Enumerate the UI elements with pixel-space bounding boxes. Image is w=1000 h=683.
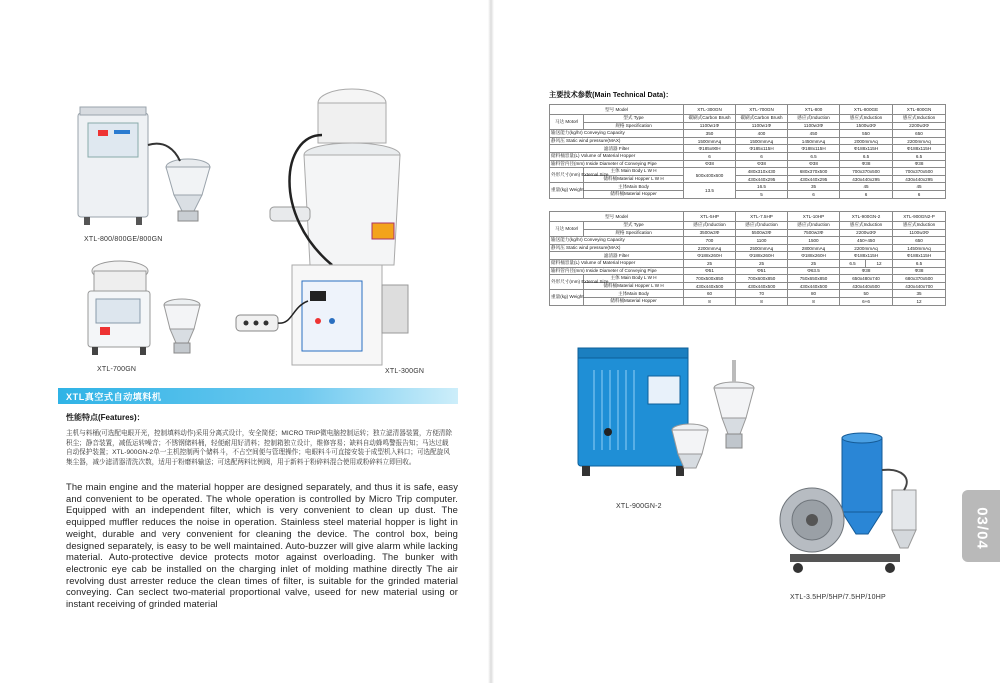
table-cell: 480x310x430 bbox=[736, 168, 788, 176]
table-cell: Φ188x115H bbox=[893, 145, 946, 153]
table-cell: 16.5 bbox=[736, 183, 788, 191]
table-cell: 680x370x500 bbox=[893, 275, 946, 283]
table-cell: 6 bbox=[684, 152, 736, 160]
table-cell: 6 bbox=[788, 190, 840, 198]
table-cell: 7500w3Φ bbox=[788, 229, 840, 237]
table-row bbox=[550, 168, 946, 176]
table-cell: 2200mmAq bbox=[684, 244, 736, 252]
xtl-700-illustration bbox=[76, 253, 211, 365]
weight-label: 重量(kg) Weight bbox=[550, 183, 584, 198]
table-cell: 8 bbox=[788, 297, 840, 305]
model-cell: XTL-800GE bbox=[840, 105, 893, 115]
table-cell: 45 bbox=[840, 183, 893, 191]
caption-xtl-300: XTL-300GN bbox=[385, 368, 425, 375]
table-cell: 430x440x295 bbox=[893, 175, 946, 183]
size-label: 外形尺寸(mm) External Size bbox=[550, 168, 584, 183]
technical-data-title: 主要技术参数(Main Technical Data)： bbox=[549, 90, 673, 99]
xtl-hp-illustration bbox=[772, 430, 952, 590]
table-cell: 3500w3Φ bbox=[684, 229, 736, 237]
model-cell: XTL-700GN bbox=[736, 105, 788, 115]
row-label: 型式 Type bbox=[584, 115, 684, 123]
table-cell: 感应式Induction bbox=[684, 222, 736, 230]
table-cell: 70 bbox=[736, 290, 788, 298]
table-row bbox=[550, 222, 946, 230]
model-label: 型号 Model bbox=[550, 105, 684, 115]
table-row bbox=[550, 115, 946, 123]
table-cell: 430x440x700 bbox=[893, 282, 946, 290]
table-row bbox=[550, 259, 946, 267]
table-cell: 2500mmAq bbox=[736, 244, 788, 252]
table-cell: 感应式Induction bbox=[788, 222, 840, 230]
row-label: 储料桶容量(L) Volume of Material Hopper bbox=[550, 152, 684, 160]
table-cell: 80 bbox=[788, 290, 840, 298]
table-row bbox=[550, 122, 946, 130]
table-cell: 680x370x500 bbox=[788, 168, 840, 176]
table-cell: 感应式Induction bbox=[736, 222, 788, 230]
table-cell: 400 bbox=[736, 130, 788, 138]
row-label: 储料桶Material Hopper bbox=[584, 297, 684, 305]
row-label: 滤清器 Filter bbox=[550, 252, 684, 260]
caption-xtl-800: XTL-800/800GE/800GN bbox=[84, 236, 163, 243]
features-title: 性能特点(Features)： bbox=[66, 413, 145, 422]
model-cell: XTL-10HP bbox=[788, 212, 840, 222]
table-row bbox=[550, 145, 946, 153]
row-label: 储料桶Material Hopper L W H bbox=[584, 282, 684, 290]
table-row bbox=[550, 152, 946, 160]
table-cell: Φ188x115H bbox=[840, 145, 893, 153]
model-cell: XTL-5HP bbox=[684, 212, 736, 222]
model-cell: XTL-800GN bbox=[893, 105, 946, 115]
row-label: 储料桶容量(L) Volume of Material Hopper bbox=[550, 259, 684, 267]
table-cell: 12 bbox=[866, 259, 893, 267]
table-row bbox=[550, 229, 946, 237]
model-cell: XTL-900GN2-P bbox=[893, 212, 946, 222]
table-cell: 碳刷式Carbon Brush bbox=[736, 115, 788, 123]
row-label: 静风压 Static wind pressure(MAX) bbox=[550, 137, 684, 145]
table-cell: 700 bbox=[684, 237, 736, 245]
table-cell: 2800mmAq bbox=[788, 244, 840, 252]
table-cell: 感应式Induction bbox=[788, 115, 840, 123]
row-label: 储料桶Material Hopper bbox=[584, 190, 684, 198]
row-label: 规格 Specification bbox=[584, 229, 684, 237]
xtl-900gn-2-illustration bbox=[572, 340, 772, 500]
table-cell: 500x400x600 bbox=[684, 168, 736, 183]
caption-xtl-700: XTL-700GN bbox=[97, 366, 137, 373]
row-label: 型式 Type bbox=[584, 222, 684, 230]
table-cell: 700x500x850 bbox=[684, 275, 736, 283]
table-cell: 5 bbox=[736, 190, 788, 198]
table-cell: 6 bbox=[736, 152, 788, 160]
table-cell: 6.5 bbox=[893, 259, 946, 267]
table-cell: 12 bbox=[893, 297, 946, 305]
table-cell: 450 bbox=[788, 130, 840, 138]
table-cell: 430x440x500 bbox=[840, 282, 893, 290]
table-cell: 1450mmAq bbox=[788, 137, 840, 145]
table-row bbox=[550, 267, 946, 275]
table-cell: Φ188x260H bbox=[736, 252, 788, 260]
table-cell: Φ38 bbox=[840, 267, 893, 275]
caption-xtl-hp: XTL-3.5HP/5HP/7.5HP/10HP bbox=[790, 594, 886, 601]
page-number: 03/04 bbox=[973, 507, 991, 550]
table-row bbox=[550, 237, 946, 245]
table-cell: 碳刷式Carbon Brush bbox=[684, 115, 736, 123]
row-label: 规格 Specification bbox=[584, 122, 684, 130]
table-row bbox=[550, 160, 946, 168]
row-label: 输送能力(kg/hr) Conveying Capacity bbox=[550, 237, 684, 245]
row-label: 主体 Main Body L W H bbox=[584, 275, 684, 283]
table-cell: 6 bbox=[893, 190, 946, 198]
model-cell: XTL-300GN bbox=[684, 105, 736, 115]
table-cell: 35 bbox=[788, 183, 840, 191]
table-cell: 45 bbox=[893, 183, 946, 191]
table-row bbox=[550, 105, 946, 115]
table-cell: Φ38 bbox=[893, 160, 946, 168]
table-cell: 550 bbox=[840, 130, 893, 138]
table-cell: 1500mmAq bbox=[684, 137, 736, 145]
table-cell: 2200mmAq bbox=[893, 137, 946, 145]
table-cell: Φ38 bbox=[788, 160, 840, 168]
table-cell: Φ63.5 bbox=[788, 267, 840, 275]
features-chinese-text: 主机与料桶(可选配电眼开光，控制填料动作)采用分离式设计，安全简便；MICRO TRIP微电脑控制运转；独立滤清器装置，方便清除积尘；静音装置，减低运转噪音；不锈钢储料桶，轻便耐用好清料；控制箱独立设计，维修容易；缺料自动蜂鸣警报告知；马达过载自动保护装置；XTL-900GN-2单一主机控制两个储料斗，不占空间便与管理操作；电眼料斗可直接安装于成型机入料口；可选配旋风集尘器，减少滤清器清洗次数，适用于粉磨料输送；可选配两料比例阀，用于新料于粉碎料混合使用或粉碎料立即回收。 bbox=[66, 430, 452, 466]
table-cell: Φ188x115H bbox=[893, 252, 946, 260]
table-cell: Φ38 bbox=[736, 160, 788, 168]
row-label: 主体 Main Body L W H bbox=[584, 168, 684, 176]
table-cell: 35 bbox=[893, 290, 946, 298]
table-cell: 1100w3Φ bbox=[893, 229, 946, 237]
section-banner bbox=[58, 388, 458, 404]
page-gutter bbox=[488, 0, 494, 683]
table-row bbox=[550, 290, 946, 298]
table-row bbox=[550, 137, 946, 145]
table-cell: Φ188x115H bbox=[788, 145, 840, 153]
table-cell: 6.5 bbox=[788, 152, 840, 160]
table-cell: 430x440x500 bbox=[788, 282, 840, 290]
table-cell: Φ185x115H bbox=[736, 145, 788, 153]
row-label: 输料管内径(mm) Inside Diameter of Conveying Pipe bbox=[550, 160, 684, 168]
row-label: 滤清器 Filter bbox=[550, 145, 684, 153]
table-cell: Φ188x260H bbox=[788, 252, 840, 260]
motor-label: 马达 Motorl bbox=[550, 115, 584, 130]
table-row bbox=[550, 190, 946, 198]
table-cell: Φ51 bbox=[684, 267, 736, 275]
table-cell: 感应式Induction bbox=[893, 222, 946, 230]
table-cell: Φ38 bbox=[684, 160, 736, 168]
size-label: 外形尺寸(mm) External Size bbox=[550, 275, 584, 290]
model-label: 型号 Model bbox=[550, 212, 684, 222]
table-cell: 650 bbox=[893, 130, 946, 138]
table-cell: 1100w1Φ bbox=[684, 122, 736, 130]
table-cell: Φ38 bbox=[893, 267, 946, 275]
table-cell: 25 bbox=[684, 259, 736, 267]
table-cell: 感应式Induction bbox=[893, 115, 946, 123]
table-cell: 50 bbox=[840, 290, 893, 298]
technical-table-1 bbox=[549, 104, 946, 199]
table-cell: 1450mmAq bbox=[893, 244, 946, 252]
table-cell: 60 bbox=[684, 290, 736, 298]
table-cell: 700x370x500 bbox=[840, 168, 893, 176]
table-cell: 430x440x295 bbox=[788, 175, 840, 183]
table-cell: 6+6 bbox=[840, 297, 893, 305]
features-english-text: The main engine and the material hopper are designed separately, and thus it is safe, easy and convenient to be operated. The whole operation is controlled by Micro Trip computer. Equipped with an independent filter, which is very convenient to clean up dust. The equipped muffler reduces the noise in operation. Stainless steel material hopper is light in weight, durable and very convenient for cleaning the device. The control box, being designed separately, is easy to be well maintained. Auto-buzzer will give alarm while lacking material. Auto-protective device protects motor against overloading. The bunker with electronic eye cab be installed on the charging inlet of molding mathine directly The air revolving dust arrester reduce the clean times of filter, is suitable for the grinded material conveying. Can seclect two-material proportional valve, useed for new material using or instant receiving of grinded material bbox=[66, 481, 458, 610]
table-row bbox=[550, 175, 946, 183]
table-cell: 2200mmAq bbox=[840, 244, 893, 252]
table-cell: 25 bbox=[736, 259, 788, 267]
table-row bbox=[550, 183, 946, 191]
table-cell: 1100w3Φ bbox=[788, 122, 840, 130]
table-cell: 5500w3Φ bbox=[736, 229, 788, 237]
xtl-300-illustration bbox=[222, 85, 432, 375]
table-cell: 6 bbox=[840, 190, 893, 198]
table-cell: 6.5 bbox=[840, 259, 866, 267]
table-cell: 2000mmAq bbox=[840, 137, 893, 145]
table-cell: 650 bbox=[893, 237, 946, 245]
table-cell: 8 bbox=[684, 297, 736, 305]
table-row bbox=[550, 212, 946, 222]
table-cell: 700x370x500 bbox=[893, 168, 946, 176]
table-cell: 430x440x295 bbox=[840, 175, 893, 183]
table-cell: 1500w3Φ bbox=[840, 122, 893, 130]
row-label: 输送能力(kg/hr) Conveying Capacity bbox=[550, 130, 684, 138]
table-cell: Φ188x115H bbox=[840, 252, 893, 260]
table-cell: 1500 bbox=[788, 237, 840, 245]
table-cell: 430x440x500 bbox=[684, 282, 736, 290]
row-label: 主体Main Body bbox=[584, 290, 684, 298]
xtl-800-illustration bbox=[70, 105, 230, 230]
table-cell: 感应式Induction bbox=[840, 222, 893, 230]
table-row bbox=[550, 275, 946, 283]
table-cell: 2200w3Φ bbox=[893, 122, 946, 130]
section-banner-title: XTL真空式自动填料机 bbox=[66, 392, 162, 402]
table-row bbox=[550, 297, 946, 305]
table-cell: 750x650x850 bbox=[788, 275, 840, 283]
table-cell: 700x600x850 bbox=[736, 275, 788, 283]
table-row bbox=[550, 282, 946, 290]
row-label: 静风压 Static wind pressure(MAX) bbox=[550, 244, 684, 252]
motor-label: 马达 Motorl bbox=[550, 222, 584, 237]
caption-xtl-900gn-2: XTL-900GN-2 bbox=[616, 503, 662, 510]
table-cell: 350 bbox=[684, 130, 736, 138]
table-cell: Φ38 bbox=[840, 160, 893, 168]
table-cell: Φ185x90H bbox=[684, 145, 736, 153]
table-cell: 6.5 bbox=[893, 152, 946, 160]
table-cell: 感应式Induction bbox=[840, 115, 893, 123]
table-cell: 25 bbox=[788, 259, 840, 267]
table-cell: 6.5 bbox=[840, 152, 893, 160]
table-row bbox=[550, 244, 946, 252]
technical-table-2 bbox=[549, 211, 946, 306]
row-label: 主体Main Body bbox=[584, 183, 684, 191]
table-cell: 450+450 bbox=[840, 237, 893, 245]
model-cell: XTL-800 bbox=[788, 105, 840, 115]
table-cell: 8 bbox=[736, 297, 788, 305]
table-cell: Φ188x260H bbox=[684, 252, 736, 260]
model-cell: XTL-7.5HP bbox=[736, 212, 788, 222]
table-cell: 430x440x295 bbox=[736, 175, 788, 183]
table-cell: 1100 bbox=[736, 237, 788, 245]
row-label: 输料管内径(mm) Inside Diameter of Conveying Pipe bbox=[550, 267, 684, 275]
table-cell: 430x440x500 bbox=[736, 282, 788, 290]
table-cell: 1500mmAq bbox=[736, 137, 788, 145]
table-row bbox=[550, 130, 946, 138]
weight-label: 重量(kg) Weight bbox=[550, 290, 584, 305]
table-cell: Φ51 bbox=[736, 267, 788, 275]
table-cell: 2200w3Φ bbox=[840, 229, 893, 237]
row-label: 储料桶Material Hopper L W H bbox=[584, 175, 684, 183]
model-cell: XTL-900GN-2 bbox=[840, 212, 893, 222]
page-number-tab bbox=[962, 490, 1000, 562]
table-row bbox=[550, 252, 946, 260]
table-cell: 1100w1Φ bbox=[736, 122, 788, 130]
table-cell: 13.5 bbox=[684, 183, 736, 198]
table-cell: 650x480x740 bbox=[840, 275, 893, 283]
